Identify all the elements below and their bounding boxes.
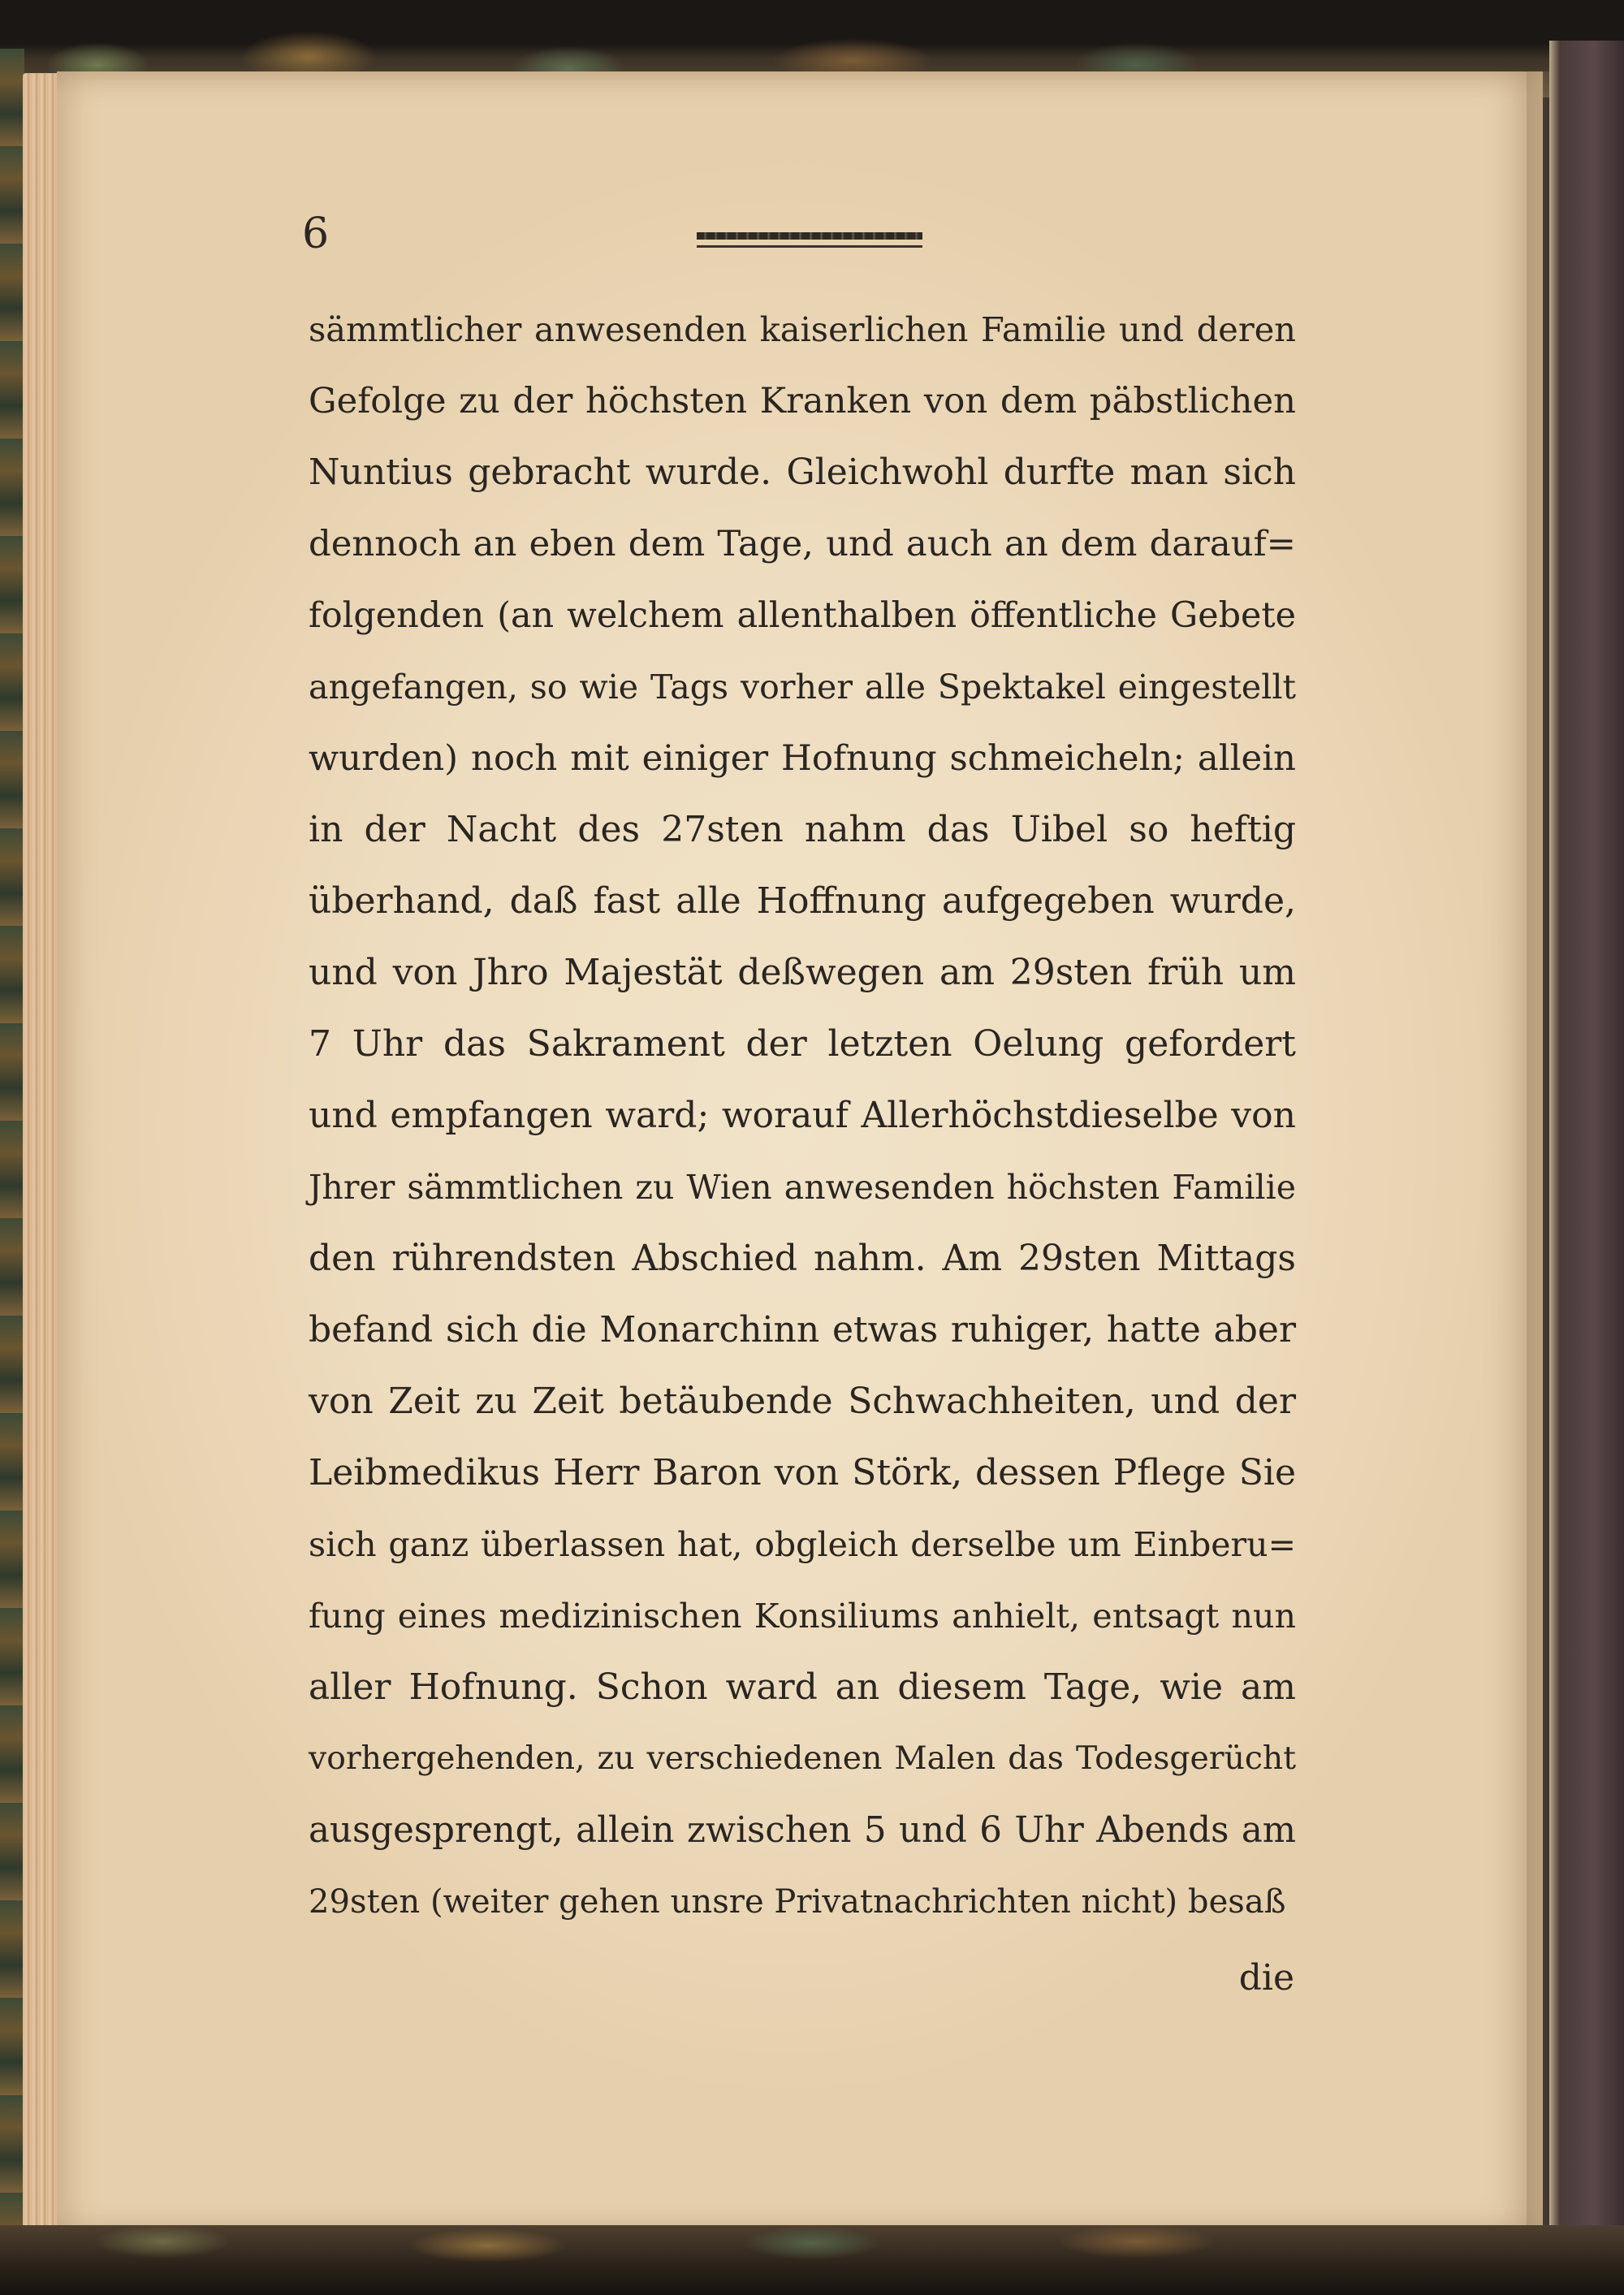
text-line: dennoch an eben dem Tage, und auch an dem darauf= [309,524,1296,564]
text-line: Jhrer sämmtlichen zu Wien anwesenden höchsten Familie [309,1168,1296,1207]
page-number: 6 [302,210,330,258]
text-line: angefangen, so wie Tags vorher alle Spektakel eingestellt [309,668,1296,707]
text-line: vorhergehenden, zu verschiedenen Malen das Todesgerücht [309,1740,1296,1777]
text-line: sich ganz überlassen hat, obgleich derselbe um Einberu= [309,1525,1296,1564]
text-line: Gefolge zu der höchsten Kranken von dem päbstlichen [309,381,1296,421]
page-gutter [1527,71,1551,2235]
text-line: Nuntius gebracht wurde. Gleichwohl durfte man sich [309,452,1296,493]
text-line: fung eines medizinischen Konsiliums anhielt, entsagt nun [309,1597,1296,1636]
text-line: ausgesprengt, allein zwischen 5 und 6 Uhr Abends am [309,1810,1296,1851]
text-line: überhand, daß fast alle Hoffnung aufgegeben wurde, [309,880,1296,922]
catchword: die [1238,1957,1294,1999]
text-line: Leibmedikus Herr Baron von Störk, dessen Pflege Sie [309,1452,1296,1493]
text-line: aller Hofnung. Schon ward an diesem Tage, wie am [309,1666,1296,1708]
cover-board-right [1549,41,1624,2250]
text-line: wurden) noch mit einiger Hofnung schmeicheln; allein [309,738,1296,779]
ornament-rule-thin [697,245,922,248]
text-line: 29sten (weiter gehen unsre Privatnachrichten nicht) besaß [309,1883,1286,1921]
text-line: 7 Uhr das Sakrament der letzten Oelung gefordert [309,1023,1296,1065]
text-line: folgenden (an welchem allenthalben öffentliche Gebete [309,595,1296,636]
text-line: befand sich die Monarchinn etwas ruhiger, hatte aber [309,1309,1296,1351]
text-line: sämmtlicher anwesenden kaiserlichen Familie und deren [309,309,1296,349]
text-line: und von Jhro Majestät deßwegen am 29sten früh um [309,952,1296,993]
text-line: und empfangen ward; worauf Allerhöchstdieselbe von [309,1095,1296,1136]
text-line: den rührendsten Abschied nahm. Am 29sten Mittags [309,1238,1296,1279]
text-line: in der Nacht des 27sten nahm das Uibel so heftig [309,809,1296,850]
body-text [309,294,1296,1938]
ornament-rule-thick [697,232,922,240]
marbled-cover-left-edge [0,49,24,2241]
marbled-cover-bottom [0,2225,1624,2295]
text-line: von Zeit zu Zeit betäubende Schwachheiten, und der [309,1381,1296,1422]
